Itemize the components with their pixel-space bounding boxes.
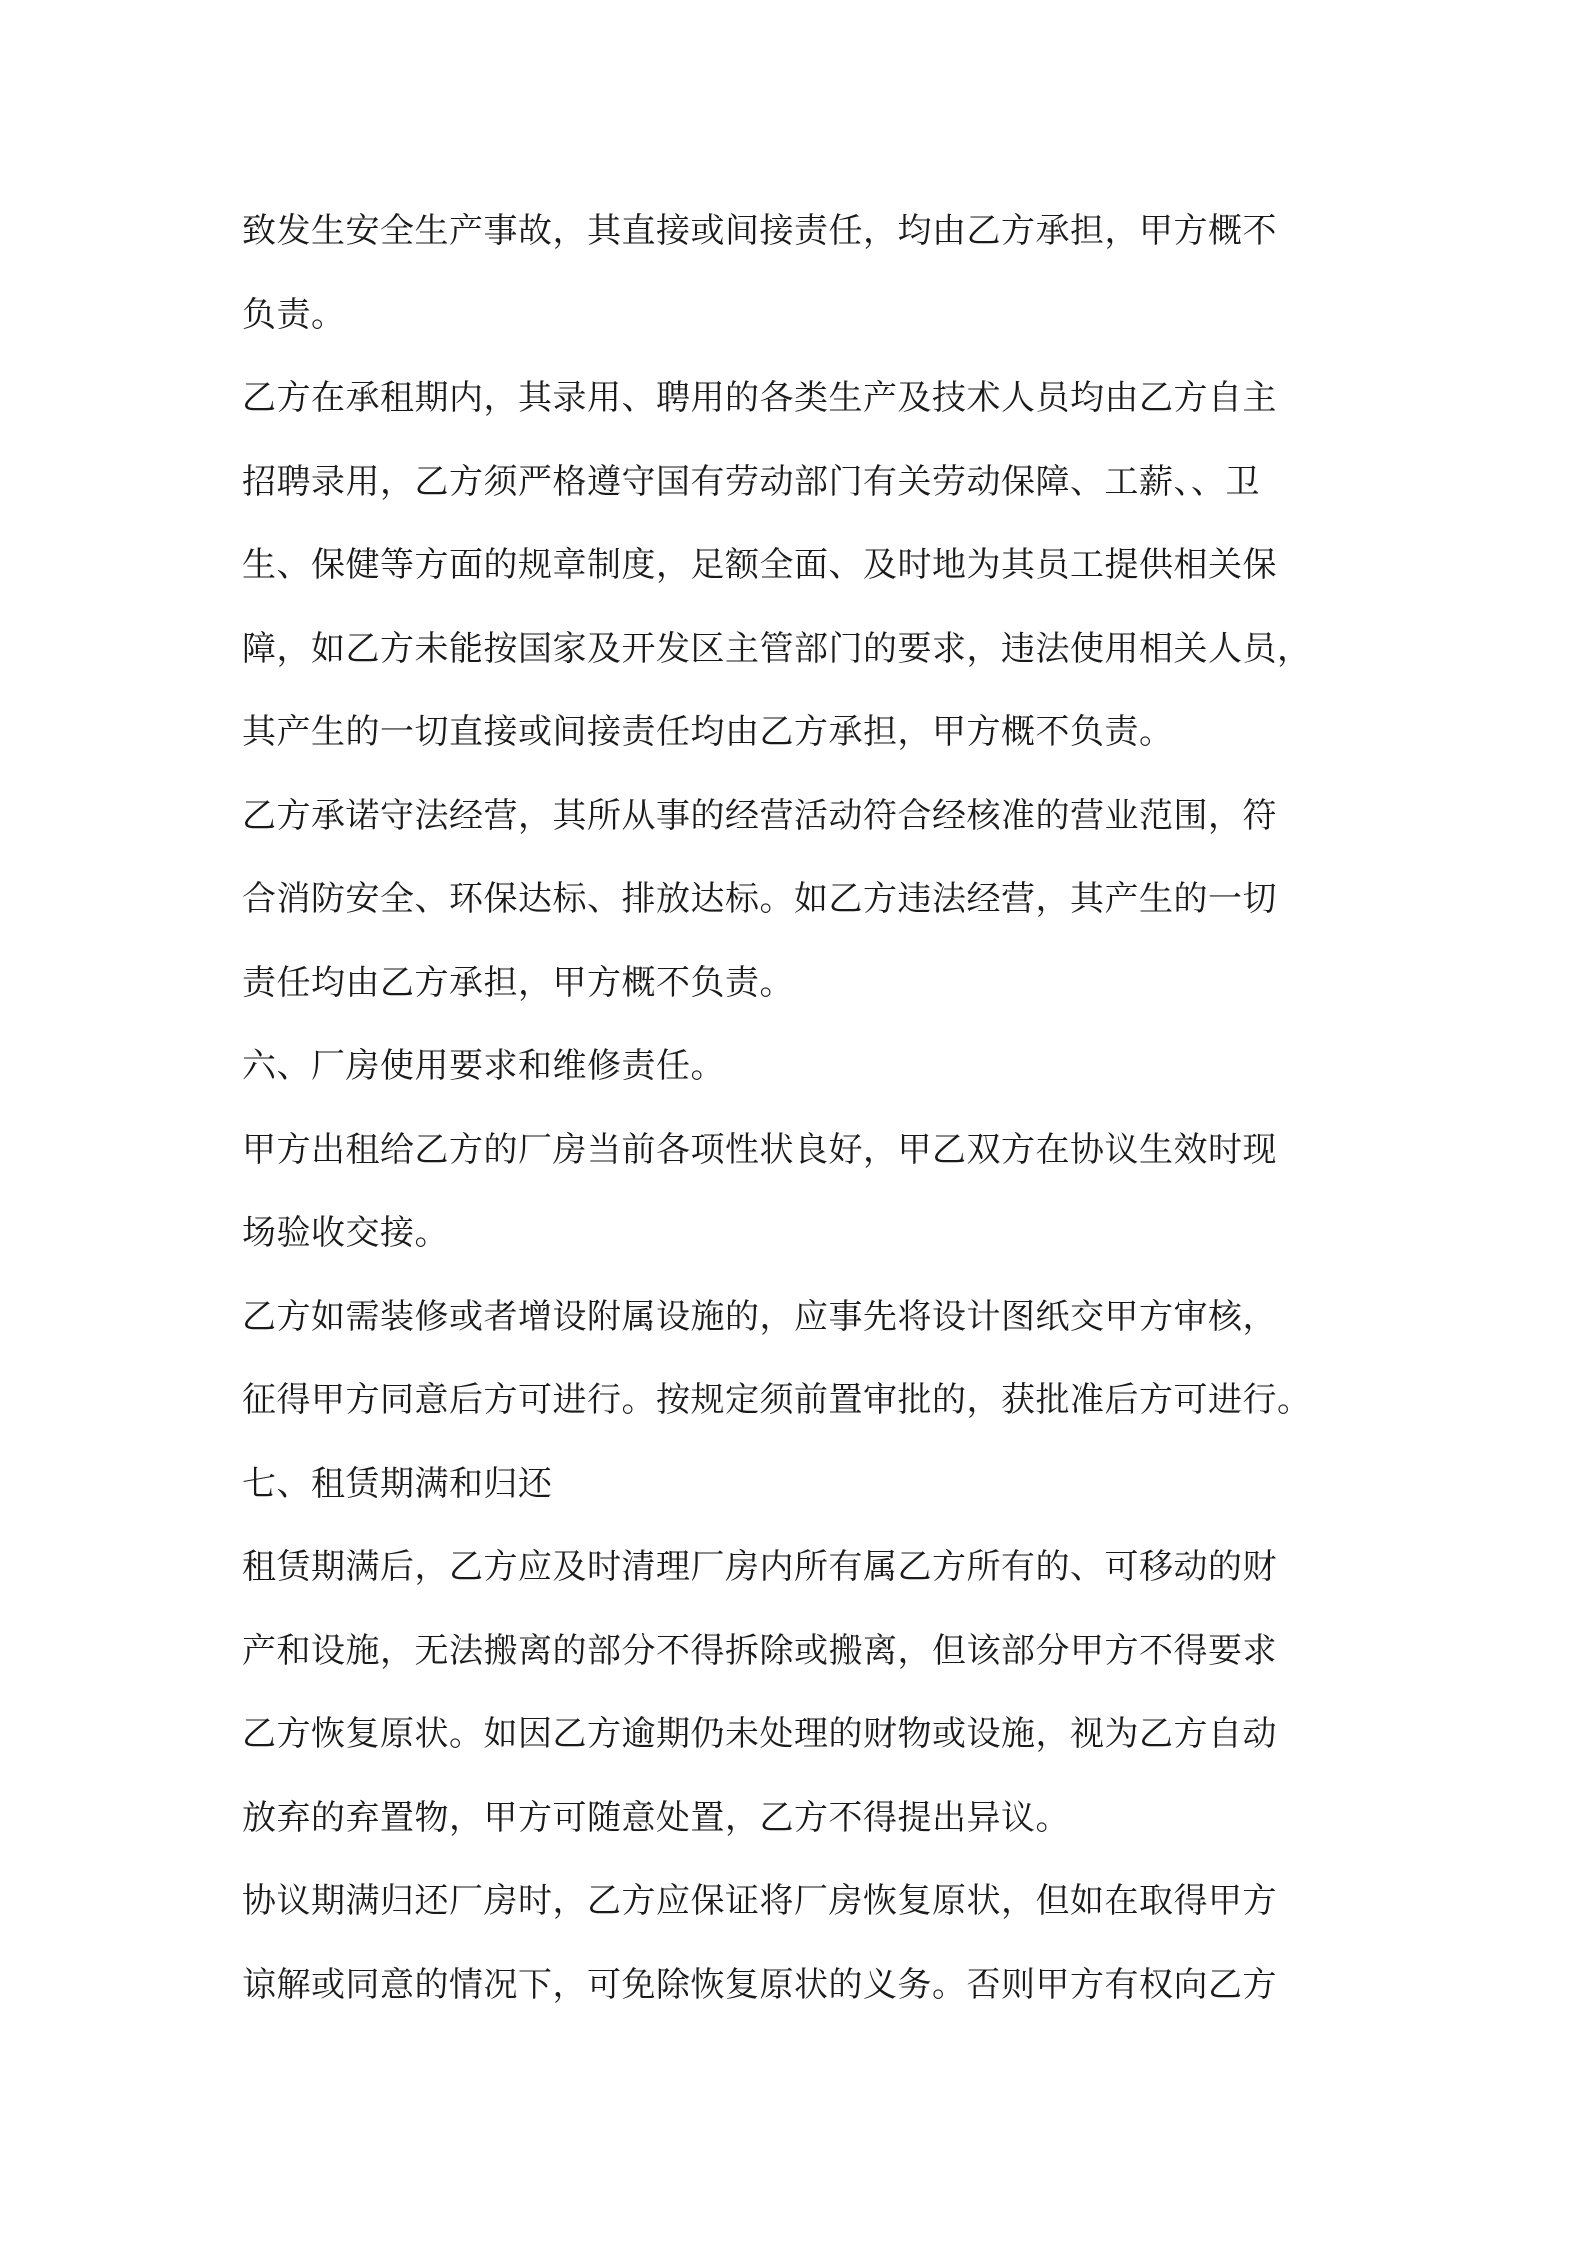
text-line: 产和设施，无法搬离的部分不得拆除或搬离，但该部分甲方不得要求 bbox=[242, 1630, 1277, 1671]
text-line: 租赁期满后，乙方应及时清理厂房内所有属乙方所有的、可移动的财 bbox=[242, 1547, 1277, 1587]
text-line: 合消防安全、环保达标、排放达标。如乙方违法经营，其产生的一切 bbox=[242, 879, 1277, 919]
text-line: 甲方出租给乙方的厂房当前各项性状良好，甲乙双方在协议生效时现 bbox=[242, 1129, 1277, 1170]
text-line: 场验收交接。 bbox=[242, 1213, 449, 1253]
text-line: 乙方在承租期内，其录用、聘用的各类生产及技术人员均由乙方自主 bbox=[242, 378, 1277, 418]
text-line: 协议期满归还厂房时，乙方应保证将厂房恢复原状，但如在取得甲方 bbox=[242, 1881, 1277, 1921]
document-body bbox=[242, 190, 1352, 2027]
text-line: 生、保健等方面的规章制度，足额全面、及时地为其员工提供相关保 bbox=[242, 545, 1277, 585]
text-line: 乙方承诺守法经营，其所从事的经营活动符合经核准的营业范围，符 bbox=[242, 795, 1277, 836]
text-line: 谅解或同意的情况下，可免除恢复原状的义务。否则甲方有权向乙方 bbox=[242, 1964, 1277, 2005]
section-heading-seven: 七、租赁期满和归还 bbox=[242, 1463, 553, 1504]
text-line: 致发生安全生产事故，其直接或间接责任，均由乙方承担，甲方概不 bbox=[242, 211, 1277, 251]
text-line: 其产生的一切直接或间接责任均由乙方承担，甲方概不负责。 bbox=[242, 712, 1174, 752]
section-heading-six: 六、厂房使用要求和维修责任。 bbox=[242, 1046, 725, 1086]
text-line: 乙方如需装修或者增设附属设施的，应事先将设计图纸交甲方审核， bbox=[242, 1296, 1277, 1337]
text-line: 招聘录用，乙方须严格遵守国有劳动部门有关劳动保障、工薪、、卫 bbox=[242, 461, 1260, 502]
text-line: 责任均由乙方承担，甲方概不负责。 bbox=[242, 962, 794, 1003]
text-line: 障，如乙方未能按国家及开发区主管部门的要求，违法使用相关人员， bbox=[242, 628, 1312, 669]
text-line: 负责。 bbox=[242, 294, 346, 335]
text-line: 乙方恢复原状。如因乙方逾期仍未处理的财物或设施，视为乙方自动 bbox=[242, 1714, 1277, 1754]
text-line: 放弃的弃置物，甲方可随意处置，乙方不得提出异议。 bbox=[242, 1797, 1070, 1838]
text-line: 征得甲方同意后方可进行。按规定须前置审批的，获批准后方可进行。 bbox=[242, 1380, 1312, 1420]
